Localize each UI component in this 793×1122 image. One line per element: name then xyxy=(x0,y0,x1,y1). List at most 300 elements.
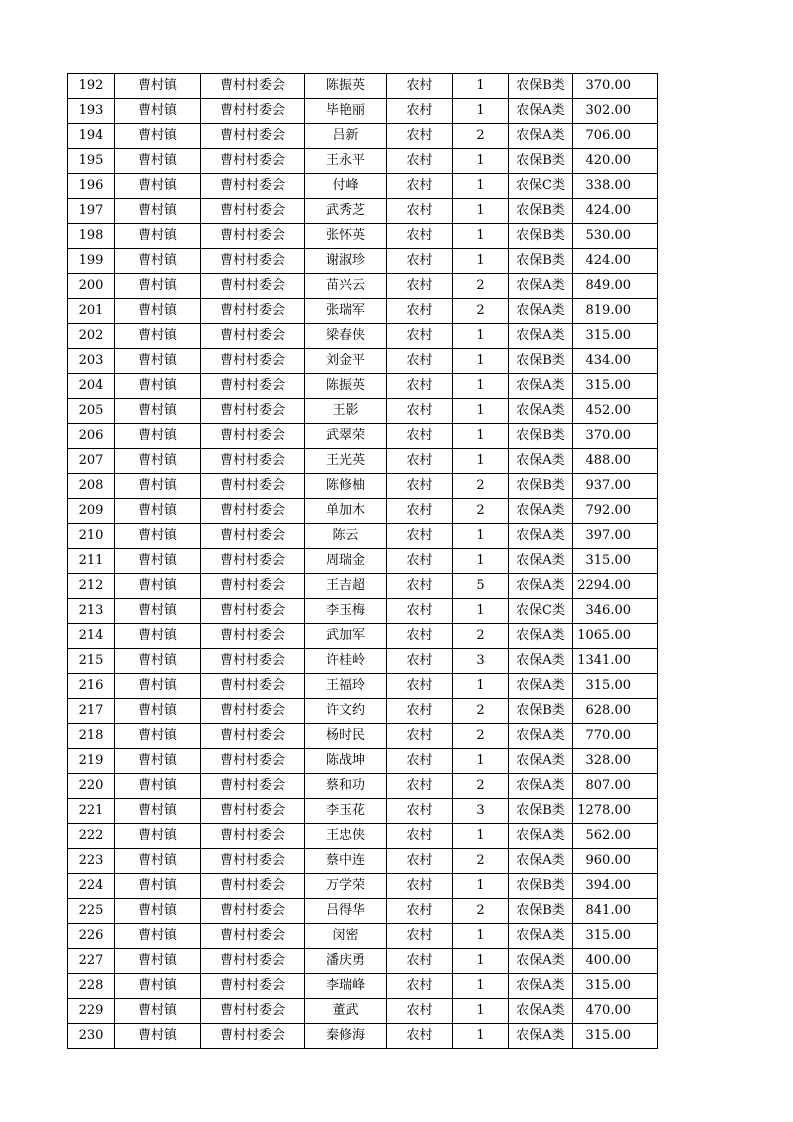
category-cell: 农保A类 xyxy=(509,499,573,524)
town-cell: 曹村镇 xyxy=(115,399,201,424)
member-count-cell: 2 xyxy=(453,299,509,324)
name-cell: 毕艳丽 xyxy=(305,99,387,124)
row-number-cell: 197 xyxy=(68,199,115,224)
category-cell: 农保B类 xyxy=(509,699,573,724)
household-type-cell: 农村 xyxy=(387,924,453,949)
household-type-cell: 农村 xyxy=(387,874,453,899)
name-cell: 王吉超 xyxy=(305,574,387,599)
row-number-cell: 218 xyxy=(68,724,115,749)
town-cell: 曹村镇 xyxy=(115,799,201,824)
row-number-cell: 227 xyxy=(68,949,115,974)
village-committee-cell: 曹村村委会 xyxy=(201,799,305,824)
member-count-cell: 2 xyxy=(453,774,509,799)
amount-cell: 315.00 xyxy=(573,924,658,949)
name-cell: 付峰 xyxy=(305,174,387,199)
row-number-cell: 198 xyxy=(68,224,115,249)
member-count-cell: 1 xyxy=(453,324,509,349)
member-count-cell: 1 xyxy=(453,674,509,699)
village-committee-cell: 曹村村委会 xyxy=(201,649,305,674)
village-committee-cell: 曹村村委会 xyxy=(201,499,305,524)
town-cell: 曹村镇 xyxy=(115,699,201,724)
member-count-cell: 1 xyxy=(453,1024,509,1049)
household-type-cell: 农村 xyxy=(387,799,453,824)
category-cell: 农保A类 xyxy=(509,999,573,1024)
table-row xyxy=(68,124,658,149)
table-row xyxy=(68,749,658,774)
town-cell: 曹村镇 xyxy=(115,674,201,699)
village-committee-cell: 曹村村委会 xyxy=(201,974,305,999)
village-committee-cell: 曹村村委会 xyxy=(201,749,305,774)
category-cell: 农保A类 xyxy=(509,849,573,874)
table-row xyxy=(68,199,658,224)
village-committee-cell: 曹村村委会 xyxy=(201,349,305,374)
town-cell: 曹村镇 xyxy=(115,449,201,474)
member-count-cell: 1 xyxy=(453,974,509,999)
beneficiary-table xyxy=(67,73,658,1049)
household-type-cell: 农村 xyxy=(387,199,453,224)
table-row xyxy=(68,874,658,899)
member-count-cell: 1 xyxy=(453,749,509,774)
town-cell: 曹村镇 xyxy=(115,499,201,524)
table-row xyxy=(68,549,658,574)
household-type-cell: 农村 xyxy=(387,524,453,549)
household-type-cell: 农村 xyxy=(387,549,453,574)
town-cell: 曹村镇 xyxy=(115,649,201,674)
household-type-cell: 农村 xyxy=(387,899,453,924)
name-cell: 许桂岭 xyxy=(305,649,387,674)
category-cell: 农保A类 xyxy=(509,99,573,124)
row-number-cell: 195 xyxy=(68,149,115,174)
household-type-cell: 农村 xyxy=(387,649,453,674)
row-number-cell: 205 xyxy=(68,399,115,424)
member-count-cell: 1 xyxy=(453,349,509,374)
household-type-cell: 农村 xyxy=(387,949,453,974)
household-type-cell: 农村 xyxy=(387,499,453,524)
member-count-cell: 1 xyxy=(453,249,509,274)
category-cell: 农保A类 xyxy=(509,299,573,324)
row-number-cell: 202 xyxy=(68,324,115,349)
member-count-cell: 1 xyxy=(453,874,509,899)
household-type-cell: 农村 xyxy=(387,374,453,399)
amount-cell: 452.00 xyxy=(573,399,658,424)
village-committee-cell: 曹村村委会 xyxy=(201,174,305,199)
amount-cell: 937.00 xyxy=(573,474,658,499)
row-number-cell: 214 xyxy=(68,624,115,649)
amount-cell: 960.00 xyxy=(573,849,658,874)
village-committee-cell: 曹村村委会 xyxy=(201,924,305,949)
member-count-cell: 2 xyxy=(453,624,509,649)
amount-cell: 530.00 xyxy=(573,224,658,249)
village-committee-cell: 曹村村委会 xyxy=(201,399,305,424)
household-type-cell: 农村 xyxy=(387,849,453,874)
name-cell: 李玉花 xyxy=(305,799,387,824)
amount-cell: 1278.00 xyxy=(573,799,658,824)
row-number-cell: 209 xyxy=(68,499,115,524)
amount-cell: 346.00 xyxy=(573,599,658,624)
town-cell: 曹村镇 xyxy=(115,199,201,224)
town-cell: 曹村镇 xyxy=(115,424,201,449)
village-committee-cell: 曹村村委会 xyxy=(201,874,305,899)
member-count-cell: 2 xyxy=(453,499,509,524)
town-cell: 曹村镇 xyxy=(115,824,201,849)
village-committee-cell: 曹村村委会 xyxy=(201,74,305,99)
category-cell: 农保B类 xyxy=(509,474,573,499)
amount-cell: 1065.00 xyxy=(573,624,658,649)
member-count-cell: 1 xyxy=(453,374,509,399)
name-cell: 吕新 xyxy=(305,124,387,149)
name-cell: 武加军 xyxy=(305,624,387,649)
household-type-cell: 农村 xyxy=(387,774,453,799)
member-count-cell: 2 xyxy=(453,724,509,749)
town-cell: 曹村镇 xyxy=(115,624,201,649)
table-row xyxy=(68,174,658,199)
name-cell: 王福玲 xyxy=(305,674,387,699)
amount-cell: 338.00 xyxy=(573,174,658,199)
member-count-cell: 2 xyxy=(453,899,509,924)
category-cell: 农保A类 xyxy=(509,824,573,849)
name-cell: 王光英 xyxy=(305,449,387,474)
village-committee-cell: 曹村村委会 xyxy=(201,249,305,274)
row-number-cell: 230 xyxy=(68,1024,115,1049)
name-cell: 李瑞峰 xyxy=(305,974,387,999)
name-cell: 刘金平 xyxy=(305,349,387,374)
village-committee-cell: 曹村村委会 xyxy=(201,99,305,124)
village-committee-cell: 曹村村委会 xyxy=(201,374,305,399)
row-number-cell: 217 xyxy=(68,699,115,724)
town-cell: 曹村镇 xyxy=(115,999,201,1024)
member-count-cell: 2 xyxy=(453,274,509,299)
village-committee-cell: 曹村村委会 xyxy=(201,324,305,349)
village-committee-cell: 曹村村委会 xyxy=(201,449,305,474)
table-row xyxy=(68,424,658,449)
category-cell: 农保B类 xyxy=(509,424,573,449)
table-row xyxy=(68,649,658,674)
table-row xyxy=(68,624,658,649)
row-number-cell: 229 xyxy=(68,999,115,1024)
household-type-cell: 农村 xyxy=(387,399,453,424)
amount-cell: 488.00 xyxy=(573,449,658,474)
village-committee-cell: 曹村村委会 xyxy=(201,699,305,724)
amount-cell: 315.00 xyxy=(573,374,658,399)
table-row xyxy=(68,899,658,924)
town-cell: 曹村镇 xyxy=(115,724,201,749)
member-count-cell: 1 xyxy=(453,99,509,124)
town-cell: 曹村镇 xyxy=(115,374,201,399)
name-cell: 万学荣 xyxy=(305,874,387,899)
town-cell: 曹村镇 xyxy=(115,149,201,174)
amount-cell: 328.00 xyxy=(573,749,658,774)
member-count-cell: 2 xyxy=(453,474,509,499)
name-cell: 王忠侠 xyxy=(305,824,387,849)
table-row xyxy=(68,599,658,624)
household-type-cell: 农村 xyxy=(387,324,453,349)
table-row xyxy=(68,774,658,799)
table-row xyxy=(68,449,658,474)
name-cell: 陈振英 xyxy=(305,74,387,99)
town-cell: 曹村镇 xyxy=(115,774,201,799)
member-count-cell: 2 xyxy=(453,699,509,724)
name-cell: 梁春侠 xyxy=(305,324,387,349)
household-type-cell: 农村 xyxy=(387,174,453,199)
table-row xyxy=(68,799,658,824)
town-cell: 曹村镇 xyxy=(115,549,201,574)
town-cell: 曹村镇 xyxy=(115,574,201,599)
town-cell: 曹村镇 xyxy=(115,874,201,899)
name-cell: 单加木 xyxy=(305,499,387,524)
name-cell: 蔡和功 xyxy=(305,774,387,799)
name-cell: 王影 xyxy=(305,399,387,424)
member-count-cell: 1 xyxy=(453,174,509,199)
member-count-cell: 1 xyxy=(453,399,509,424)
amount-cell: 807.00 xyxy=(573,774,658,799)
amount-cell: 706.00 xyxy=(573,124,658,149)
table-row xyxy=(68,949,658,974)
town-cell: 曹村镇 xyxy=(115,274,201,299)
name-cell: 张怀英 xyxy=(305,224,387,249)
category-cell: 农保C类 xyxy=(509,599,573,624)
name-cell: 王永平 xyxy=(305,149,387,174)
table-row xyxy=(68,249,658,274)
village-committee-cell: 曹村村委会 xyxy=(201,524,305,549)
table-row xyxy=(68,674,658,699)
town-cell: 曹村镇 xyxy=(115,974,201,999)
table-row xyxy=(68,1024,658,1049)
table-row xyxy=(68,724,658,749)
town-cell: 曹村镇 xyxy=(115,324,201,349)
table-row xyxy=(68,999,658,1024)
category-cell: 农保A类 xyxy=(509,324,573,349)
name-cell: 蔡中连 xyxy=(305,849,387,874)
town-cell: 曹村镇 xyxy=(115,949,201,974)
amount-cell: 394.00 xyxy=(573,874,658,899)
member-count-cell: 1 xyxy=(453,924,509,949)
member-count-cell: 2 xyxy=(453,124,509,149)
row-number-cell: 196 xyxy=(68,174,115,199)
table-row xyxy=(68,699,658,724)
name-cell: 苗兴云 xyxy=(305,274,387,299)
row-number-cell: 212 xyxy=(68,574,115,599)
household-type-cell: 农村 xyxy=(387,599,453,624)
village-committee-cell: 曹村村委会 xyxy=(201,274,305,299)
name-cell: 李玉梅 xyxy=(305,599,387,624)
category-cell: 农保B类 xyxy=(509,899,573,924)
village-committee-cell: 曹村村委会 xyxy=(201,574,305,599)
amount-cell: 792.00 xyxy=(573,499,658,524)
row-number-cell: 206 xyxy=(68,424,115,449)
table-row xyxy=(68,499,658,524)
town-cell: 曹村镇 xyxy=(115,524,201,549)
member-count-cell: 1 xyxy=(453,74,509,99)
row-number-cell: 224 xyxy=(68,874,115,899)
category-cell: 农保A类 xyxy=(509,674,573,699)
name-cell: 陈修柚 xyxy=(305,474,387,499)
town-cell: 曹村镇 xyxy=(115,924,201,949)
household-type-cell: 农村 xyxy=(387,624,453,649)
table-row xyxy=(68,399,658,424)
row-number-cell: 213 xyxy=(68,599,115,624)
table-body xyxy=(68,74,658,1049)
row-number-cell: 208 xyxy=(68,474,115,499)
category-cell: 农保B类 xyxy=(509,799,573,824)
town-cell: 曹村镇 xyxy=(115,349,201,374)
household-type-cell: 农村 xyxy=(387,149,453,174)
table-row xyxy=(68,974,658,999)
household-type-cell: 农村 xyxy=(387,724,453,749)
table-row xyxy=(68,574,658,599)
village-committee-cell: 曹村村委会 xyxy=(201,899,305,924)
category-cell: 农保B类 xyxy=(509,199,573,224)
row-number-cell: 200 xyxy=(68,274,115,299)
village-committee-cell: 曹村村委会 xyxy=(201,849,305,874)
category-cell: 农保A类 xyxy=(509,374,573,399)
name-cell: 周瑞金 xyxy=(305,549,387,574)
member-count-cell: 1 xyxy=(453,824,509,849)
row-number-cell: 204 xyxy=(68,374,115,399)
household-type-cell: 农村 xyxy=(387,349,453,374)
member-count-cell: 1 xyxy=(453,549,509,574)
category-cell: 农保A类 xyxy=(509,749,573,774)
table-row xyxy=(68,524,658,549)
amount-cell: 470.00 xyxy=(573,999,658,1024)
table-row xyxy=(68,299,658,324)
amount-cell: 424.00 xyxy=(573,199,658,224)
household-type-cell: 农村 xyxy=(387,424,453,449)
category-cell: 农保A类 xyxy=(509,624,573,649)
row-number-cell: 193 xyxy=(68,99,115,124)
category-cell: 农保A类 xyxy=(509,724,573,749)
table-row xyxy=(68,474,658,499)
amount-cell: 302.00 xyxy=(573,99,658,124)
name-cell: 许文约 xyxy=(305,699,387,724)
household-type-cell: 农村 xyxy=(387,574,453,599)
category-cell: 农保A类 xyxy=(509,274,573,299)
category-cell: 农保A类 xyxy=(509,774,573,799)
household-type-cell: 农村 xyxy=(387,824,453,849)
row-number-cell: 199 xyxy=(68,249,115,274)
member-count-cell: 3 xyxy=(453,799,509,824)
amount-cell: 315.00 xyxy=(573,1024,658,1049)
village-committee-cell: 曹村村委会 xyxy=(201,824,305,849)
amount-cell: 770.00 xyxy=(573,724,658,749)
household-type-cell: 农村 xyxy=(387,224,453,249)
category-cell: 农保A类 xyxy=(509,574,573,599)
row-number-cell: 192 xyxy=(68,74,115,99)
member-count-cell: 2 xyxy=(453,849,509,874)
member-count-cell: 5 xyxy=(453,574,509,599)
town-cell: 曹村镇 xyxy=(115,124,201,149)
member-count-cell: 1 xyxy=(453,599,509,624)
household-type-cell: 农村 xyxy=(387,449,453,474)
household-type-cell: 农村 xyxy=(387,74,453,99)
category-cell: 农保A类 xyxy=(509,1024,573,1049)
household-type-cell: 农村 xyxy=(387,99,453,124)
category-cell: 农保A类 xyxy=(509,524,573,549)
row-number-cell: 194 xyxy=(68,124,115,149)
household-type-cell: 农村 xyxy=(387,974,453,999)
village-committee-cell: 曹村村委会 xyxy=(201,474,305,499)
category-cell: 农保A类 xyxy=(509,924,573,949)
row-number-cell: 228 xyxy=(68,974,115,999)
category-cell: 农保B类 xyxy=(509,874,573,899)
town-cell: 曹村镇 xyxy=(115,749,201,774)
category-cell: 农保A类 xyxy=(509,974,573,999)
town-cell: 曹村镇 xyxy=(115,299,201,324)
category-cell: 农保B类 xyxy=(509,149,573,174)
name-cell: 闵密 xyxy=(305,924,387,949)
member-count-cell: 1 xyxy=(453,999,509,1024)
town-cell: 曹村镇 xyxy=(115,249,201,274)
amount-cell: 315.00 xyxy=(573,324,658,349)
amount-cell: 819.00 xyxy=(573,299,658,324)
amount-cell: 397.00 xyxy=(573,524,658,549)
amount-cell: 849.00 xyxy=(573,274,658,299)
row-number-cell: 211 xyxy=(68,549,115,574)
category-cell: 农保B类 xyxy=(509,224,573,249)
town-cell: 曹村镇 xyxy=(115,99,201,124)
amount-cell: 562.00 xyxy=(573,824,658,849)
village-committee-cell: 曹村村委会 xyxy=(201,724,305,749)
amount-cell: 841.00 xyxy=(573,899,658,924)
village-committee-cell: 曹村村委会 xyxy=(201,124,305,149)
amount-cell: 315.00 xyxy=(573,674,658,699)
row-number-cell: 216 xyxy=(68,674,115,699)
category-cell: 农保B类 xyxy=(509,349,573,374)
name-cell: 潘庆勇 xyxy=(305,949,387,974)
village-committee-cell: 曹村村委会 xyxy=(201,949,305,974)
table-row xyxy=(68,74,658,99)
village-committee-cell: 曹村村委会 xyxy=(201,199,305,224)
member-count-cell: 1 xyxy=(453,949,509,974)
household-type-cell: 农村 xyxy=(387,249,453,274)
member-count-cell: 1 xyxy=(453,224,509,249)
village-committee-cell: 曹村村委会 xyxy=(201,149,305,174)
amount-cell: 434.00 xyxy=(573,349,658,374)
household-type-cell: 农村 xyxy=(387,1024,453,1049)
table-row xyxy=(68,99,658,124)
member-count-cell: 1 xyxy=(453,524,509,549)
row-number-cell: 223 xyxy=(68,849,115,874)
table-row xyxy=(68,824,658,849)
amount-cell: 424.00 xyxy=(573,249,658,274)
table-row xyxy=(68,149,658,174)
amount-cell: 315.00 xyxy=(573,974,658,999)
name-cell: 吕得华 xyxy=(305,899,387,924)
village-committee-cell: 曹村村委会 xyxy=(201,999,305,1024)
category-cell: 农保A类 xyxy=(509,449,573,474)
household-type-cell: 农村 xyxy=(387,999,453,1024)
member-count-cell: 1 xyxy=(453,149,509,174)
name-cell: 张瑞军 xyxy=(305,299,387,324)
category-cell: 农保A类 xyxy=(509,949,573,974)
amount-cell: 1341.00 xyxy=(573,649,658,674)
row-number-cell: 210 xyxy=(68,524,115,549)
member-count-cell: 1 xyxy=(453,449,509,474)
name-cell: 陈振英 xyxy=(305,374,387,399)
name-cell: 陈战坤 xyxy=(305,749,387,774)
household-type-cell: 农村 xyxy=(387,674,453,699)
village-committee-cell: 曹村村委会 xyxy=(201,624,305,649)
row-number-cell: 220 xyxy=(68,774,115,799)
member-count-cell: 1 xyxy=(453,199,509,224)
amount-cell: 2294.00 xyxy=(573,574,658,599)
amount-cell: 628.00 xyxy=(573,699,658,724)
household-type-cell: 农村 xyxy=(387,274,453,299)
town-cell: 曹村镇 xyxy=(115,224,201,249)
table-row xyxy=(68,349,658,374)
amount-cell: 420.00 xyxy=(573,149,658,174)
name-cell: 陈云 xyxy=(305,524,387,549)
table-row xyxy=(68,849,658,874)
